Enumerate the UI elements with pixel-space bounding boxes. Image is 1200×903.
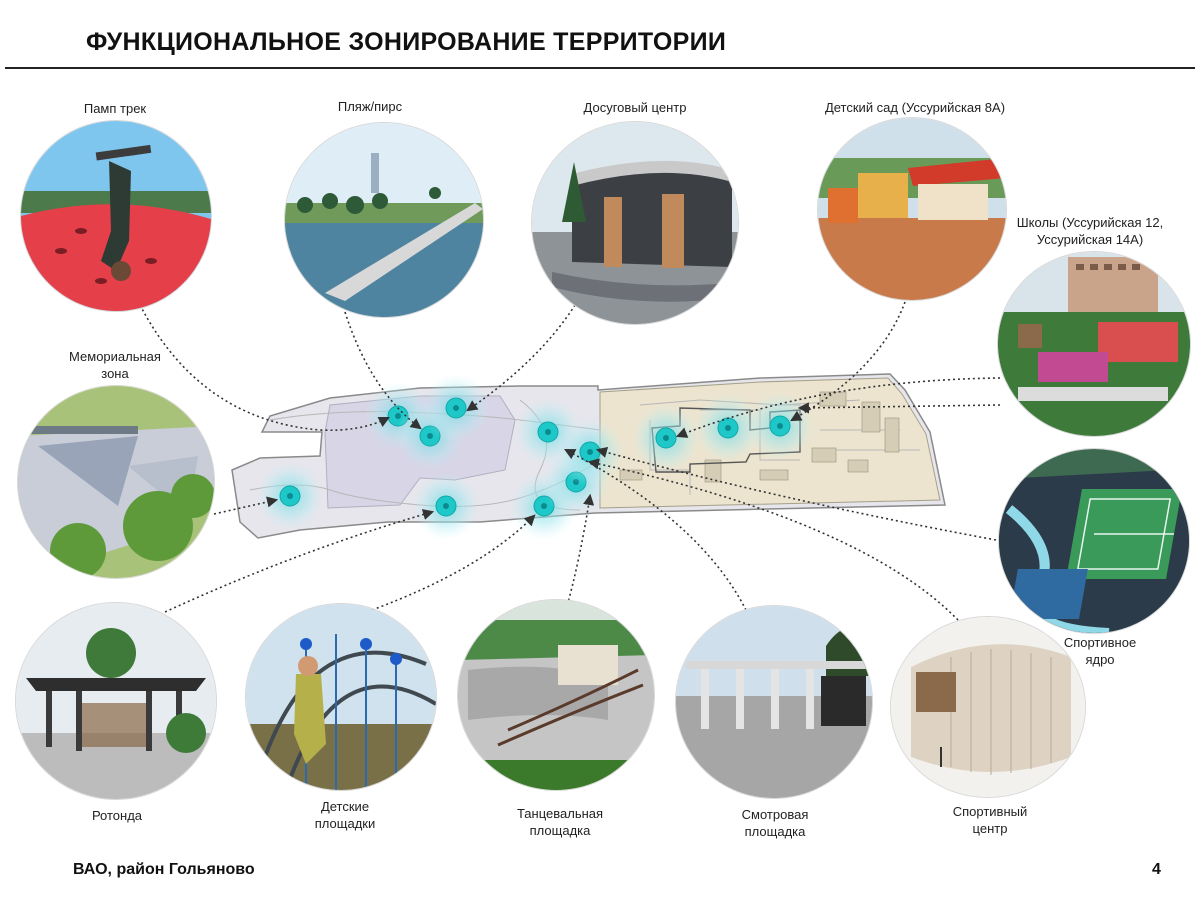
marker-memorial [256, 462, 324, 530]
photo-memorial-zone [18, 386, 214, 578]
label-dance-floor: Танцевальная площадка [516, 806, 604, 838]
marker-leisure [422, 374, 490, 442]
photo-kindergarten [818, 118, 1006, 300]
label-leisure-center: Досуговый центр [583, 100, 687, 115]
marker-rotunda [412, 472, 480, 540]
label-sport-core: Спортивное ядро [1063, 635, 1137, 667]
label-kindergarten: Детский сад (Уссурийская 8А) [824, 100, 1006, 115]
photo-dance-floor [458, 600, 654, 790]
marker-sport-center [556, 418, 624, 486]
page-number: 4 [1152, 861, 1161, 878]
photo-playgrounds [246, 604, 436, 790]
label-sport-center: Спортивный центр [952, 804, 1028, 836]
photo-viewing-platform [676, 606, 872, 798]
label-playgrounds: Детские площадки [314, 799, 376, 831]
photo-rotunda [16, 603, 216, 799]
label-rotunda: Ротонда [91, 808, 143, 823]
photo-pump-track [21, 121, 211, 311]
photo-schools [998, 252, 1190, 436]
page-title: ФУНКЦИОНАЛЬНОЕ ЗОНИРОВАНИЕ ТЕРРИТОРИИ [86, 28, 727, 56]
marker-kindergarten [746, 392, 814, 460]
label-beach-pier: Пляж/пирс [337, 99, 403, 114]
label-viewing-platform: Смотровая площадка [741, 807, 809, 839]
label-pump-track: Памп трек [83, 101, 147, 116]
label-memorial-zone: Мемориальная зона [69, 349, 161, 381]
footer-district: ВАО, район Гольяново [73, 861, 255, 878]
marker-school-1 [632, 404, 700, 472]
photo-beach-pier [285, 123, 483, 317]
photo-sport-core [999, 449, 1189, 633]
label-schools: Школы (Уссурийская 12, Уссурийская 14А) [1016, 215, 1164, 247]
photo-leisure-center [532, 122, 738, 324]
